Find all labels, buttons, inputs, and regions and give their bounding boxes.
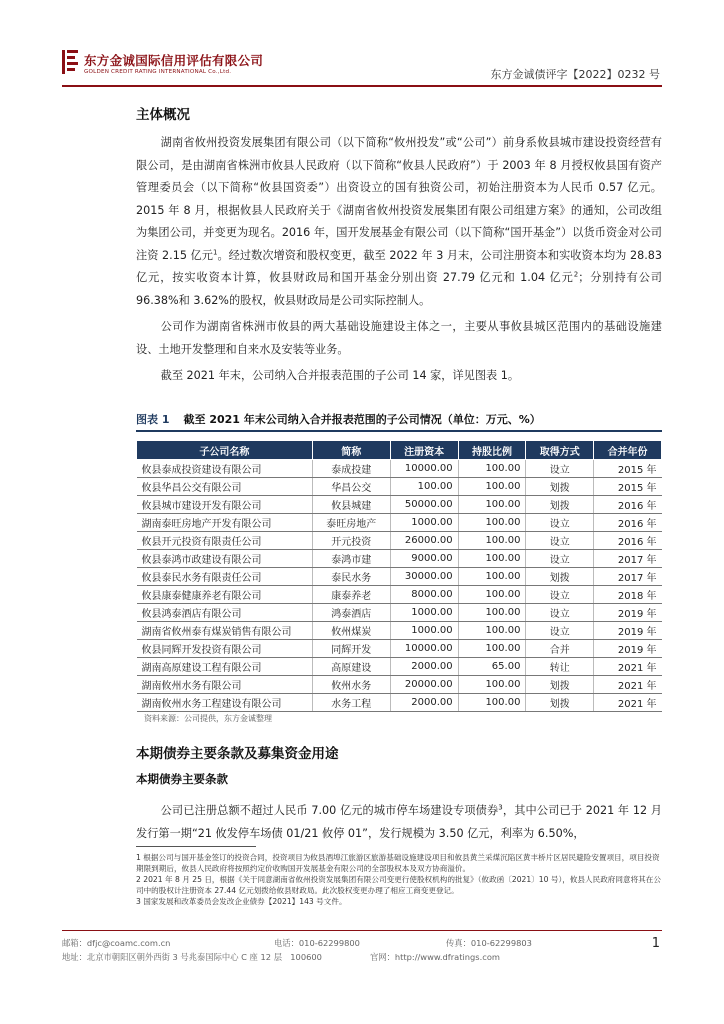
table-row [137,694,662,712]
cell-acquisition-method: 划拨 [526,496,594,514]
cell-share-ratio: 100.00 [458,640,526,658]
cell-acquisition-method: 设立 [526,604,594,622]
cell-abbreviation: 同辉开发 [312,640,390,658]
col-header-share: 持股比例 [458,441,526,460]
cell-company-name: 攸县城市建设开发有限公司 [137,496,313,514]
cell-company-name: 攸县开元投资有限责任公司 [137,532,313,550]
cell-abbreviation: 高原建设 [312,658,390,676]
table-row [137,532,662,550]
cell-acquisition-method: 设立 [526,460,594,478]
subsection-title-terms: 本期债券主要条款 [136,772,228,786]
cell-abbreviation: 攸州水务 [312,676,390,694]
cell-share-ratio: 100.00 [458,676,526,694]
cell-company-name: 攸县鸿泰酒店有限公司 [137,604,313,622]
cell-consolidation-year: 2015 年 [594,460,662,478]
document-number: 东方金诚债评字【2022】0232 号 [490,68,660,81]
cell-acquisition-method: 设立 [526,586,594,604]
footnote-ref-3[interactable]: 3 [498,803,503,812]
table-row [137,640,662,658]
cell-share-ratio: 100.00 [458,586,526,604]
table-caption-rule [136,430,662,432]
table-title: 截至 2021 年末公司纳入合并报表范围的子公司情况（单位：万元、%） [183,413,541,426]
table-row [137,658,662,676]
cell-acquisition-method: 划拨 [526,478,594,496]
company-logo-icon [62,50,78,74]
footnote-ref-1[interactable]: 1 [212,247,218,256]
overview-paragraph-2: 公司作为湖南省株洲市攸县的两大基础设施建设主体之一，主要从事攸县城区范围内的基础设施建设、土地开发整理和自来水及安装等业务。 [136,320,662,356]
cell-abbreviation: 攸县城建 [312,496,390,514]
table-number: 图表 1 [136,413,170,426]
cell-acquisition-method: 转让 [526,658,594,676]
cell-registered-capital: 30000.00 [390,568,458,586]
table-row [137,604,662,622]
cell-registered-capital: 10000.00 [390,640,458,658]
footer-address: 地址：北京市朝阳区朝外西街 3 号兆泰国际中心 C 座 12 层 100600 [62,952,322,962]
cell-company-name: 湖南攸州水务有限公司 [137,676,313,694]
cell-company-name: 攸县康泰健康养老有限公司 [137,586,313,604]
cell-consolidation-year: 2021 年 [594,658,662,676]
cell-acquisition-method: 划拨 [526,568,594,586]
cell-company-name: 湖南泰旺房地产开发有限公司 [137,514,313,532]
cell-registered-capital: 9000.00 [390,550,458,568]
overview-paragraph-1: 湖南省攸州投资发展集团有限公司（以下简称“攸州投发”或“公司”）前身系攸县城市建设投资经营有限公司，是由湖南省株洲市攸县人民政府（以下简称“攸县人民政府”）于 2003 年 8 月授权攸县国有资产管理委员会（以下简称“攸县国资委”）出资设立的国有独资公司，初始注册资本为人民币 0.57 亿元。2015 年 8 月，根据攸县人民政府关于《湖南省攸州投资发展集团有限公司组建方案》的通知，公司改组为集团公司，并变更为现名。2016 年，国开发展基金有限公司（以下简称“国开基金”）以货币资金对公司注资 2.15 亿元$^1$。经过数次增资和股权变更，截至 2022 年 3 月末，公司注册资本和实收资本均为 28.83 亿元，按实收资本计算，攸县财政局和国开基金分别出资 27.79 亿元和 1.04 亿元$^2$；分别持有公司 96.38%和 3.62%的股权，攸县财政局是公司实际控制人。 [136,136,662,307]
cell-share-ratio: 100.00 [458,460,526,478]
cell-company-name: 攸县华昌公交有限公司 [137,478,313,496]
footer-website[interactable]: 官网：http://www.dfratings.com [370,952,500,962]
cell-company-name: 湖南攸州水务工程建设有限公司 [137,694,313,712]
table-header-row [137,441,662,460]
cell-consolidation-year: 2019 年 [594,622,662,640]
footnote-1: 1 根据公司与国开基金签订的投资合同，投资项目为攸县酒埠江旅游区旅游基础设施建设项目和攸县黄兰采煤沉陷区黄丰桥片区居民避险安置项目，项目投资期限到期后，攸县人民政府将按照约定价收购国开发展基金有限公司的全部股权本及双方协商溢价。 [136,853,660,873]
table-row [137,622,662,640]
cell-acquisition-method: 设立 [526,622,594,640]
footer-email[interactable]: 邮箱：dfjc@coamc.com.cn [62,938,171,948]
cell-share-ratio: 100.00 [458,496,526,514]
table-row [137,676,662,694]
cell-abbreviation: 开元投资 [312,532,390,550]
cell-consolidation-year: 2016 年 [594,496,662,514]
cell-consolidation-year: 2021 年 [594,676,662,694]
cell-registered-capital: 100.00 [390,478,458,496]
cell-abbreviation: 泰鸿市建 [312,550,390,568]
cell-acquisition-method: 划拨 [526,694,594,712]
cell-acquisition-method: 划拨 [526,676,594,694]
cell-abbreviation: 泰旺房地产 [312,514,390,532]
cell-registered-capital: 50000.00 [390,496,458,514]
footer-phone: 电话：010-62299800 [274,938,360,948]
cell-share-ratio: 65.00 [458,658,526,676]
cell-abbreviation: 攸州煤炭 [312,622,390,640]
footer-fax: 传真：010-62299803 [446,938,532,948]
cell-share-ratio: 100.00 [458,568,526,586]
cell-registered-capital: 1000.00 [390,622,458,640]
table-row [137,586,662,604]
cell-share-ratio: 100.00 [458,622,526,640]
cell-registered-capital: 1000.00 [390,514,458,532]
cell-consolidation-year: 2016 年 [594,514,662,532]
subsidiaries-table [136,440,662,712]
cell-consolidation-year: 2018 年 [594,586,662,604]
table-row [137,550,662,568]
cell-share-ratio: 100.00 [458,478,526,496]
cell-acquisition-method: 设立 [526,514,594,532]
cell-acquisition-method: 设立 [526,550,594,568]
cell-consolidation-year: 2017 年 [594,550,662,568]
cell-registered-capital: 10000.00 [390,460,458,478]
cell-abbreviation: 华昌公交 [312,478,390,496]
cell-consolidation-year: 2015 年 [594,478,662,496]
col-header-capital: 注册资本 [390,441,458,460]
section-title-overview: 主体概况 [136,107,190,123]
company-name-en: GOLDEN CREDIT RATING INTERNATIONAL Co.,Ltd. [84,69,232,75]
table-row [137,568,662,586]
cell-share-ratio: 100.00 [458,532,526,550]
cell-consolidation-year: 2019 年 [594,640,662,658]
cell-company-name: 湖南省攸州泰有煤炭销售有限公司 [137,622,313,640]
table-caption [136,411,662,427]
footnote-ref-2[interactable]: 2 [573,270,579,279]
cell-registered-capital: 8000.00 [390,586,458,604]
table-row [137,514,662,532]
col-header-abbr: 简称 [312,441,390,460]
col-header-name: 子公司名称 [137,441,313,460]
table-row [137,478,662,496]
cell-registered-capital: 2000.00 [390,658,458,676]
cell-consolidation-year: 2019 年 [594,604,662,622]
header-divider [62,85,662,87]
footnote-2: 2 2021 年 8 月 25 日，根据《关于同意湖南省攸州投资发展集团有限公司变更行使股权机构的批复》（攸政函〔2021〕10 号），攸县人民政府同意将其在公司中的股权计注册资本 27.44 亿元划拨给攸县财政局。此次股权变更办理了相应工商变更登记。 [136,875,661,895]
cell-company-name: 攸县泰鸿市政建设有限公司 [137,550,313,568]
terms-paragraph-1: 公司已注册总额不超过人民币 7.00 亿元的城市停车场建设专项债券$^3$，其中公司已于 2021 年 12 月发行第一期“21 攸发停车场债 01/21 攸停 01”，发行规模为 3.50 亿元，利率为 6.50%， [136,803,662,840]
table-row [137,496,662,514]
cell-abbreviation: 水务工程 [312,694,390,712]
cell-consolidation-year: 2017 年 [594,568,662,586]
cell-registered-capital: 26000.00 [390,532,458,550]
table-source-note: 资料来源：公司提供，东方金诚整理 [144,714,272,723]
cell-registered-capital: 1000.00 [390,604,458,622]
cell-registered-capital: 2000.00 [390,694,458,712]
cell-share-ratio: 100.00 [458,604,526,622]
cell-abbreviation: 泰成投建 [312,460,390,478]
cell-abbreviation: 康泰养老 [312,586,390,604]
col-header-year: 合并年份 [594,441,662,460]
footer-divider [62,930,662,931]
cell-company-name: 湖南高原建设工程有限公司 [137,658,313,676]
cell-consolidation-year: 2016 年 [594,532,662,550]
cell-abbreviation: 泰民水务 [312,568,390,586]
company-name-cn: 东方金诚国际信用评估有限公司 [84,53,264,68]
cell-company-name: 攸县同辉开发投资有限公司 [137,640,313,658]
cell-acquisition-method: 合并 [526,640,594,658]
cell-acquisition-method: 设立 [526,532,594,550]
cell-consolidation-year: 2021 年 [594,694,662,712]
col-header-method: 取得方式 [526,441,594,460]
overview-body [136,132,662,388]
table-row [137,460,662,478]
footnote-3: 3 国家发展和改革委员会发改企业债券【2021】143 号文件。 [136,897,347,906]
cell-company-name: 攸县泰成投资建设有限公司 [137,460,313,478]
cell-company-name: 攸县泰民水务有限责任公司 [137,568,313,586]
cell-share-ratio: 100.00 [458,694,526,712]
page-number: 1 [651,936,660,951]
footnote-divider [136,846,256,847]
cell-share-ratio: 100.00 [458,514,526,532]
cell-abbreviation: 鸿泰酒店 [312,604,390,622]
terms-body [136,800,662,845]
overview-paragraph-3: 截至 2021 年末，公司纳入合并报表范围的子公司 14 家，详见图表 1。 [160,369,520,382]
cell-registered-capital: 20000.00 [390,676,458,694]
cell-share-ratio: 100.00 [458,550,526,568]
section-title-terms: 本期债券主要条款及募集资金用途 [136,746,339,762]
